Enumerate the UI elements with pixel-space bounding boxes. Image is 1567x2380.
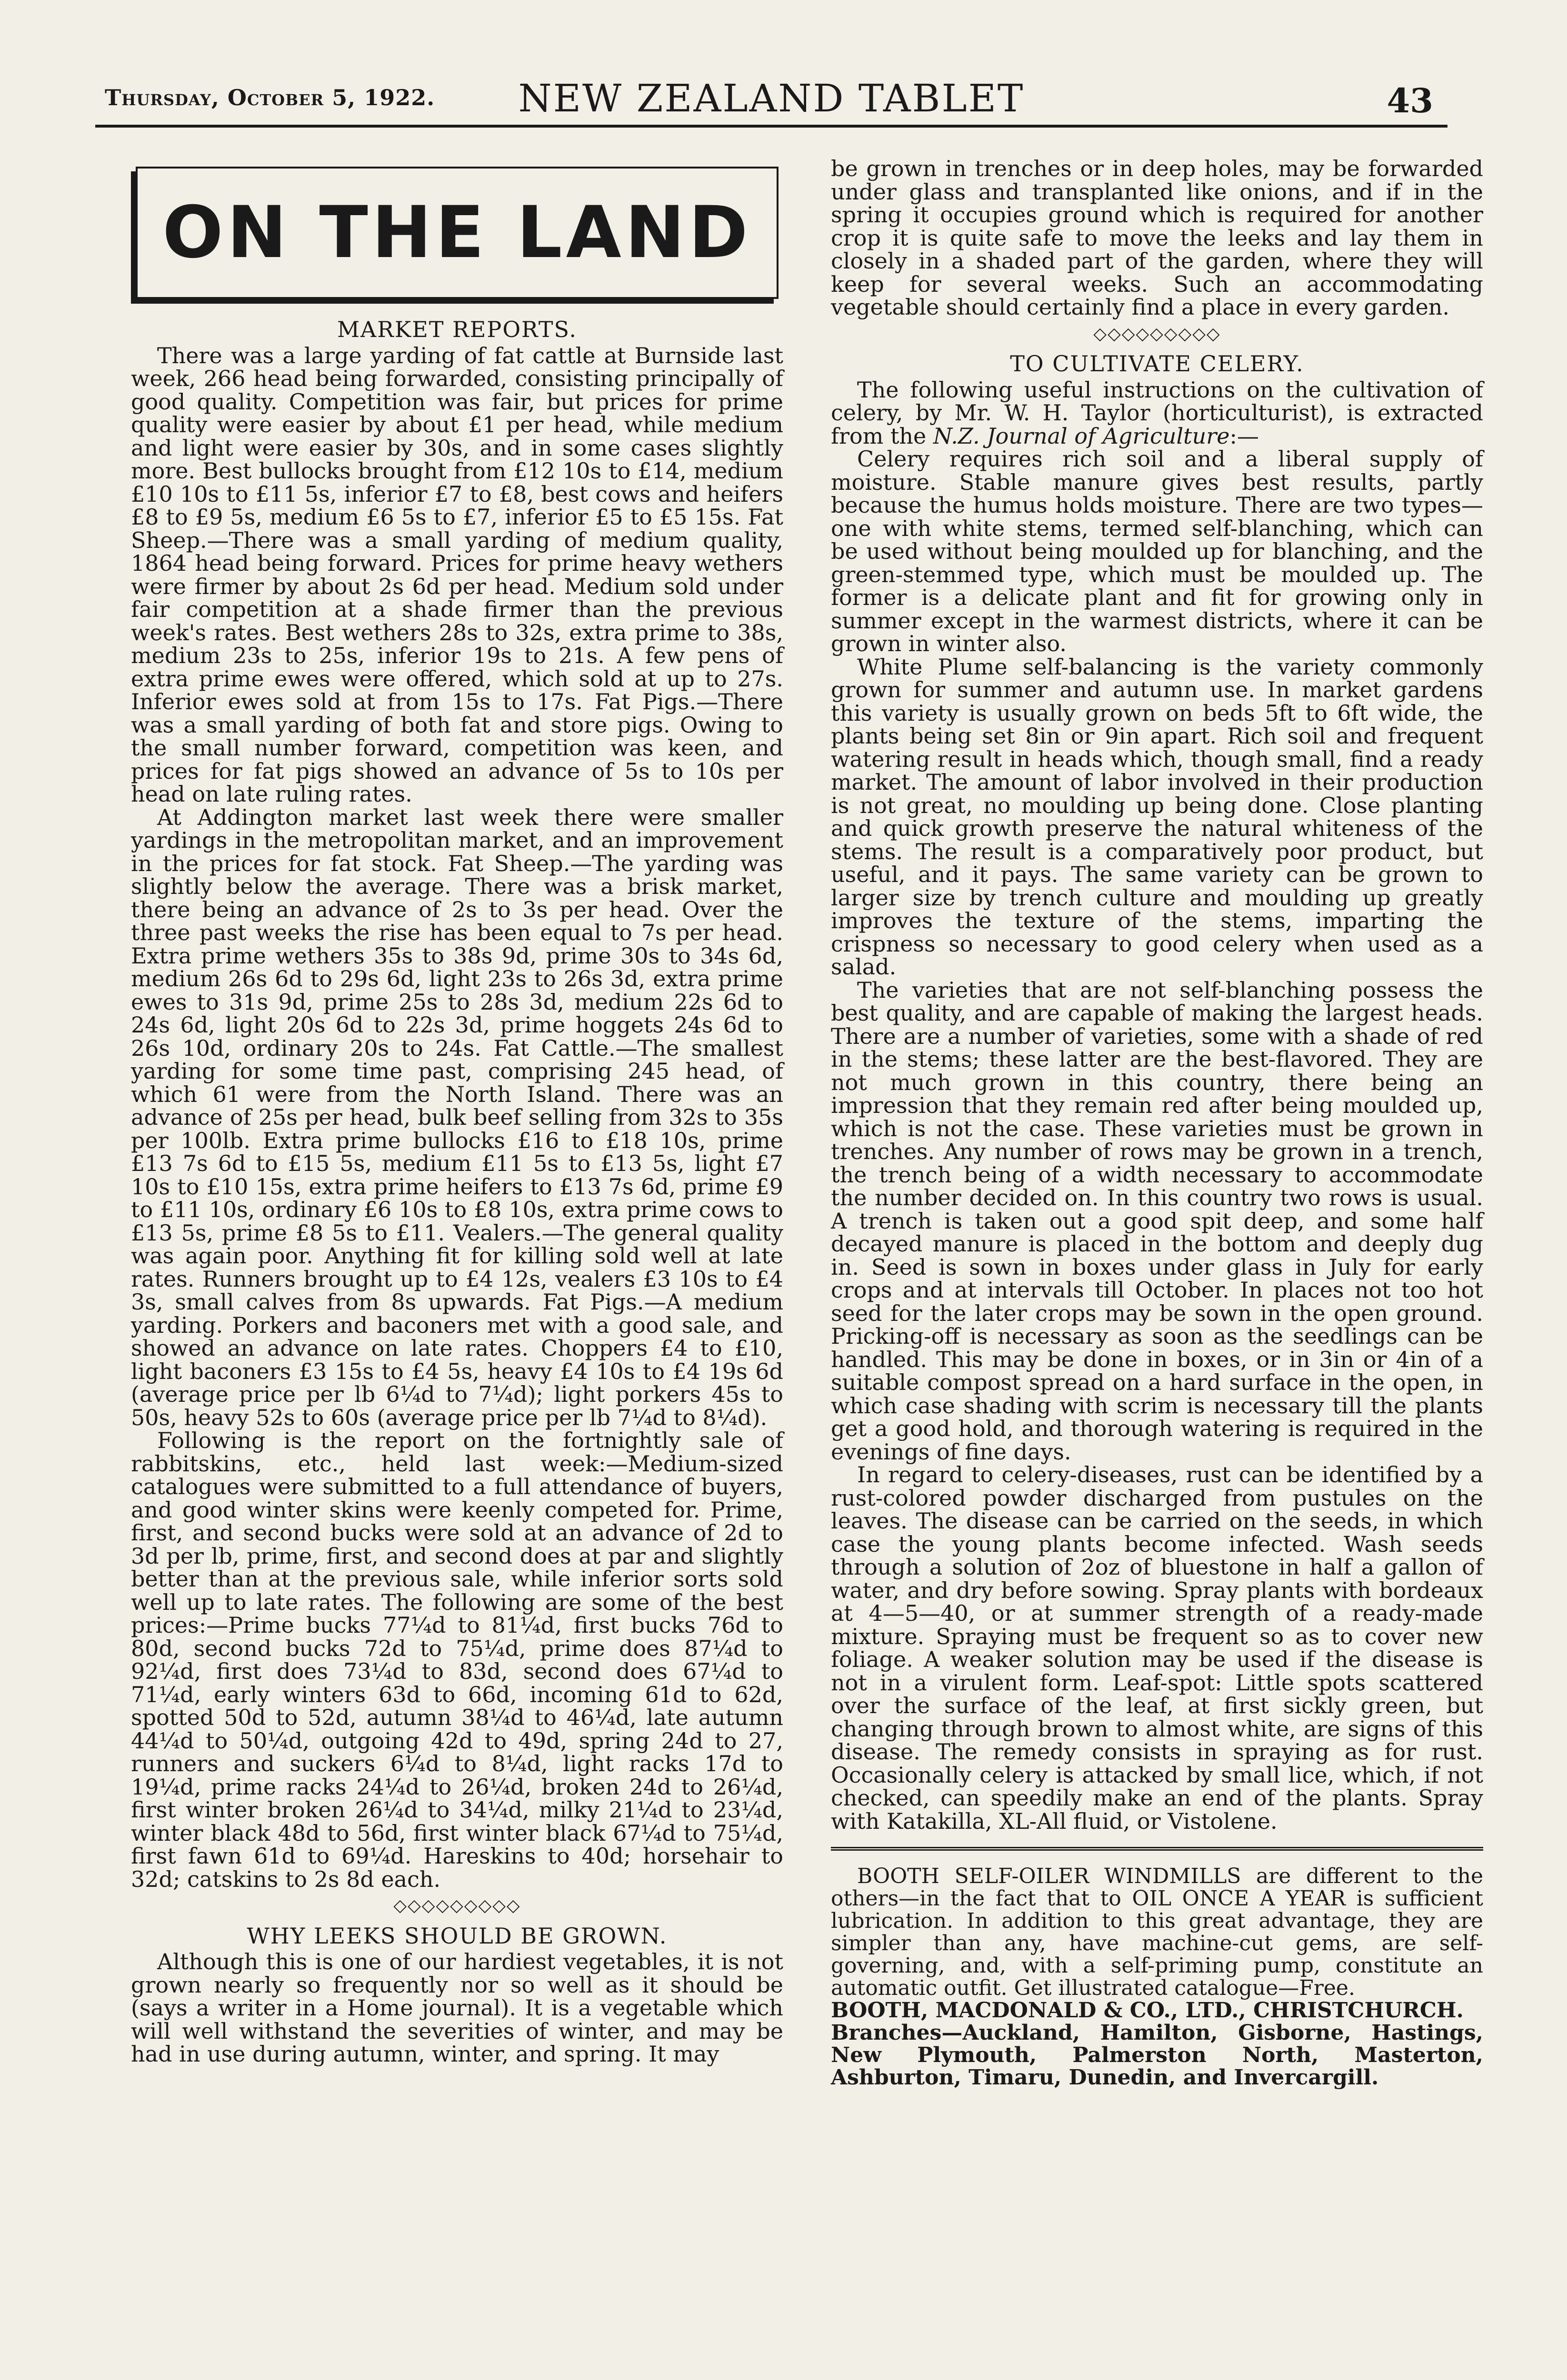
celery-paragraph: The varieties that are not self-blanching possess the best quality, and are capable of making the largest heads. There are a number of varieties, some with a shade of red in the stems; these latter are the best-flavored. They are not much grown in this country, there being an impression that they remain red after being moulded up, which is not the case. These varieties must be grown in trenches. Any number of rows may be grown in a trench, the trench being of a width necessary to accommodate the number decided on. In this country two rows is usual. A trench is taken out a good spit deep, and some half decayed manure is placed in the bottom and deeply dug in. Seed is sown in boxes under glass in July for early crops and at intervals till October. In places not too hot seed for the later crops may be sown in the open ground. Pricking-off is necessary as soon as the seedlings can be handled. This may be done in boxes, or in 3in or 4in of a suitable compost spread on a hard surface in the open, in which case shading with scrim is necessary till the plants get a good hold, and thorough watering is required in the evenings of fine days. [831, 977, 1483, 1465]
windmill-ad-text: BOOTH SELF-OILER WINDMILLS are different to the others—in the fact that to OIL ONCE A YEAR is sufficient lubrication. In addition to this great advantage, they are simpler than any, have machine-cut gems, are self-governing, and, with a self-priming pump, constitute an automatic outfit. Get illustrated catalogue—Free. [831, 1864, 1483, 2000]
celery-paragraph: White Plume self-balancing is the variety commonly grown for summer and autumn use. In market gardens this variety is usually grown on beds 5ft to 6ft wide, the plants being set 8in or 9in apart. Rich soil and frequent watering result in heads which, though small, find a ready market. The amount of labor involved in their production is not great, no moulding up being done. Close planting and quick growth preserve the natural whiteness of the stems. The result is a comparatively poor product, but useful, and it pays. The same variety can be grown to larger size by trench culture and moulding up greatly improves the texture of the stems, imparting the crispness so necessary to good celery when used as a salad. [831, 654, 1483, 980]
market-report-paragraph: There was a large yarding of fat cattle at Burnside last week, 266 head being forwarded, consisting principally of good quality. Competition was fair, but prices for prime quality were easier by about £1 per head, while medium and light were easier by 30s, and in some cases slightly more. Best bullocks brought from £12 10s to £14, medium £10 10s to £11 5s, inferior £7 to £8, best cows and heifers £8 to £9 5s, medium £6 5s to £7, inferior £5 to £5 15s. Fat Sheep.—There was a small yarding of medium quality, 1864 head being forward. Prices for prime heavy wethers were firmer by about 2s 6d per head. Medium sold under fair competition at a shade firmer than the previous week's rates. Best wethers 28s to 32s, extra prime to 38s, medium 23s to 25s, inferior 19s to 21s. A few pens of extra prime ewes were offered, which sold at up to 27s. Inferior ewes sold at from 15s to 17s. Fat Pigs.—There was a small yarding of both fat and store pigs. Owing to the small number forward, competition was keen, and prices for fat pigs showed an advance of 5s to 10s per head on late ruling rates. [131, 342, 783, 807]
issue-date: Thursday, October 5, 1922. [105, 85, 435, 110]
celery-intro [831, 378, 1483, 448]
celery-heading: TO CULTIVATE CELERY. [1010, 351, 1304, 377]
section-separator: ◇◇◇◇◇◇◇◇◇ [1093, 324, 1221, 344]
market-reports-heading: MARKET REPORTS. [337, 317, 578, 342]
newspaper-title: NEW ZEALAND TABLET [518, 76, 1025, 120]
windmill-ad-company: BOOTH, MACDONALD & CO., LTD., CHRISTCHURCH. [831, 1998, 1464, 2023]
windmill-ad-branches: Branches—Auckland, Hamilton, Gisborne, Hastings, New Plymouth, Palmerston North, Masterton, Ashburton, Timaru, Dunedin, and Invercargill. [831, 2021, 1483, 2090]
leeks-paragraph-continued: be grown in trenches or in deep holes, may be forwarded under glass and transplanted like onions, and if in the spring it occupies ground which is required for another crop it is quite safe to move the leeks and lay them in closely in a shaded part of the garden, where they will keep for several weeks. Such an accommodating vegetable should certainly find a place in every garden. [831, 156, 1483, 320]
celery-paragraph: Celery requires rich soil and a liberal supply of moisture. Stable manure gives best results, partly because the humus holds moisture. There are two types—one with white stems, termed self-blanching, which can be used without being moulded up for blanching, and the green-stemmed type, which must be moulded up. The former is a delicate plant and fit for growing only in summer except in the warmest districts, where it can be grown in winter also. [831, 446, 1483, 656]
section-title-box [136, 167, 779, 299]
journal-title: N.Z. Journal of Agriculture [933, 423, 1230, 449]
market-report-paragraph: Following is the report on the fortnightly sale of rabbitskins, etc., held last week:—Medium-sized catalogues were submitted to a full attendance of buyers, and good winter skins were keenly competed for. Prime, first, and second bucks were sold at an advance of 2d to 3d per lb, prime, first, and second does at par and slightly better than at the previous sale, while inferior sorts sold well up to late rates. The following are some of the best prices:—Prime bucks 77¼d to 81¼d, first bucks 76d to 80d, second bucks 72d to 75¼d, prime does 87¼d to 92¼d, first does 73¼d to 83d, second does 67¼d to 71¼d, early winters 63d to 66d, incoming 61d to 62d, spotted 50d to 52d, autumn 38¼d to 46¼d, late autumn 44¼d to 50¼d, outgoing 42d to 49d, spring 24d to 27, runners and suckers 6¼d to 8¼d, light racks 17d to 19¼d, prime racks 24¼d to 26¼d, broken 24d to 26¼d, first winter broken 26¼d to 34¼d, milky 21¼d to 23¼d, winter black 48d to 56d, first winter black 67¼d to 75¼d, first fawn 61d to 69¼d. Hareskins to 40d; horsehair to 32d; catskins to 2s 8d each. [131, 1428, 783, 1892]
celery-paragraph: In regard to celery-diseases, rust can be identified by a rust-colored powder discharged from pustules on the leaves. The disease can be carried on the seeds, in which case the young plants become infected. Wash seeds through a solution of 2oz of bluestone in half a gallon of water, and dry before sowing. Spray plants with bordeaux at 4—5—40, or at summer strength of a ready-made mixture. Spraying must be frequent so as to cover new foliage. A weaker solution may be used if the disease is not in a virulent form. Leaf-spot: Little spots scattered over the surface of the leaf, at first sickly green, but changing through brown to almost white, are signs of this disease. The remedy consists in spraying as for rust. Occasionally celery is attacked by small lice, which, if not checked, can speedily make an end of the plants. Spray with Katakilla, XL-All fluid, or Vistolene. [831, 1462, 1483, 1834]
celery-intro-text: The following useful instructions on the cultivation of celery, by Mr. W. H. Taylor (horticulturist), is extracted from the [831, 377, 1483, 449]
market-report-paragraph: At Addington market last week there were smaller yardings in the metropolitan market, and an improvement in the prices for fat stock. Fat Sheep.—The yarding was slightly below the average. There was a brisk market, there being an advance of 2s to 3s per head. Over the three past weeks the rise has been equal to 7s per head. Extra prime wethers 35s to 38s 9d, prime 30s to 34s 6d, medium 26s 6d to 29s 6d, light 23s to 26s 3d, extra prime ewes to 31s 9d, prime 25s to 28s 3d, medium 22s 6d to 24s 6d, light 20s 6d to 22s 3d, prime hoggets 24s 6d to 26s 10d, ordinary 20s to 24s. Fat Cattle.—The smallest yarding for some time past, comprising 245 head, of which 61 were from the North Island. There was an advance of 25s per head, bulk beef selling from 32s to 35s per 100lb. Extra prime bullocks £16 to £18 10s, prime £13 7s 6d to £15 5s, medium £11 5s to £13 5s, light £7 10s to £10 15s, extra prime heifers to £13 7s 6d, prime £9 to £11 10s, ordinary £6 10s to £8 10s, extra prime cows to £13 5s, prime £8 5s to £11. Vealers.—The general quality was again poor. Anything fit for killing sold well at late rates. Runners brought up to £4 12s, vealers £3 10s to £4 3s, small calves from 8s upwards. Fat Pigs.—A medium yarding. Porkers and baconers met with a good sale, and showed an advance on late rates. Choppers £4 to £10, light baconers £3 15s to £4 5s, heavy £4 10s to £4 19s 6d (average price per lb 6¼d to 7¼d); light porkers 45s to 50s, heavy 52s to 60s (average price per lb 7¼d to 8¼d). [131, 804, 783, 1430]
celery-intro-end: :— [1229, 423, 1259, 449]
windmill-advert [831, 1847, 1483, 2089]
masthead-rule [95, 125, 1447, 128]
leeks-paragraph: Although this is one of our hardiest vegetables, it is not grown nearly so frequently nor so well as it should be (says a writer in a Home journal). It is a vegetable which will well withstand the severities of winter, and may be had in use during autumn, winter, and spring. It may [131, 1949, 783, 2067]
masthead [95, 71, 1447, 124]
page-number: 43 [1387, 81, 1433, 120]
section-separator: ◇◇◇◇◇◇◇◇◇ [393, 1896, 521, 1915]
left-column [131, 138, 783, 2066]
leeks-heading: WHY LEEKS SHOULD BE GROWN. [247, 1923, 668, 1949]
right-column [831, 157, 1483, 2089]
section-title: ON THE LAND [162, 191, 752, 274]
